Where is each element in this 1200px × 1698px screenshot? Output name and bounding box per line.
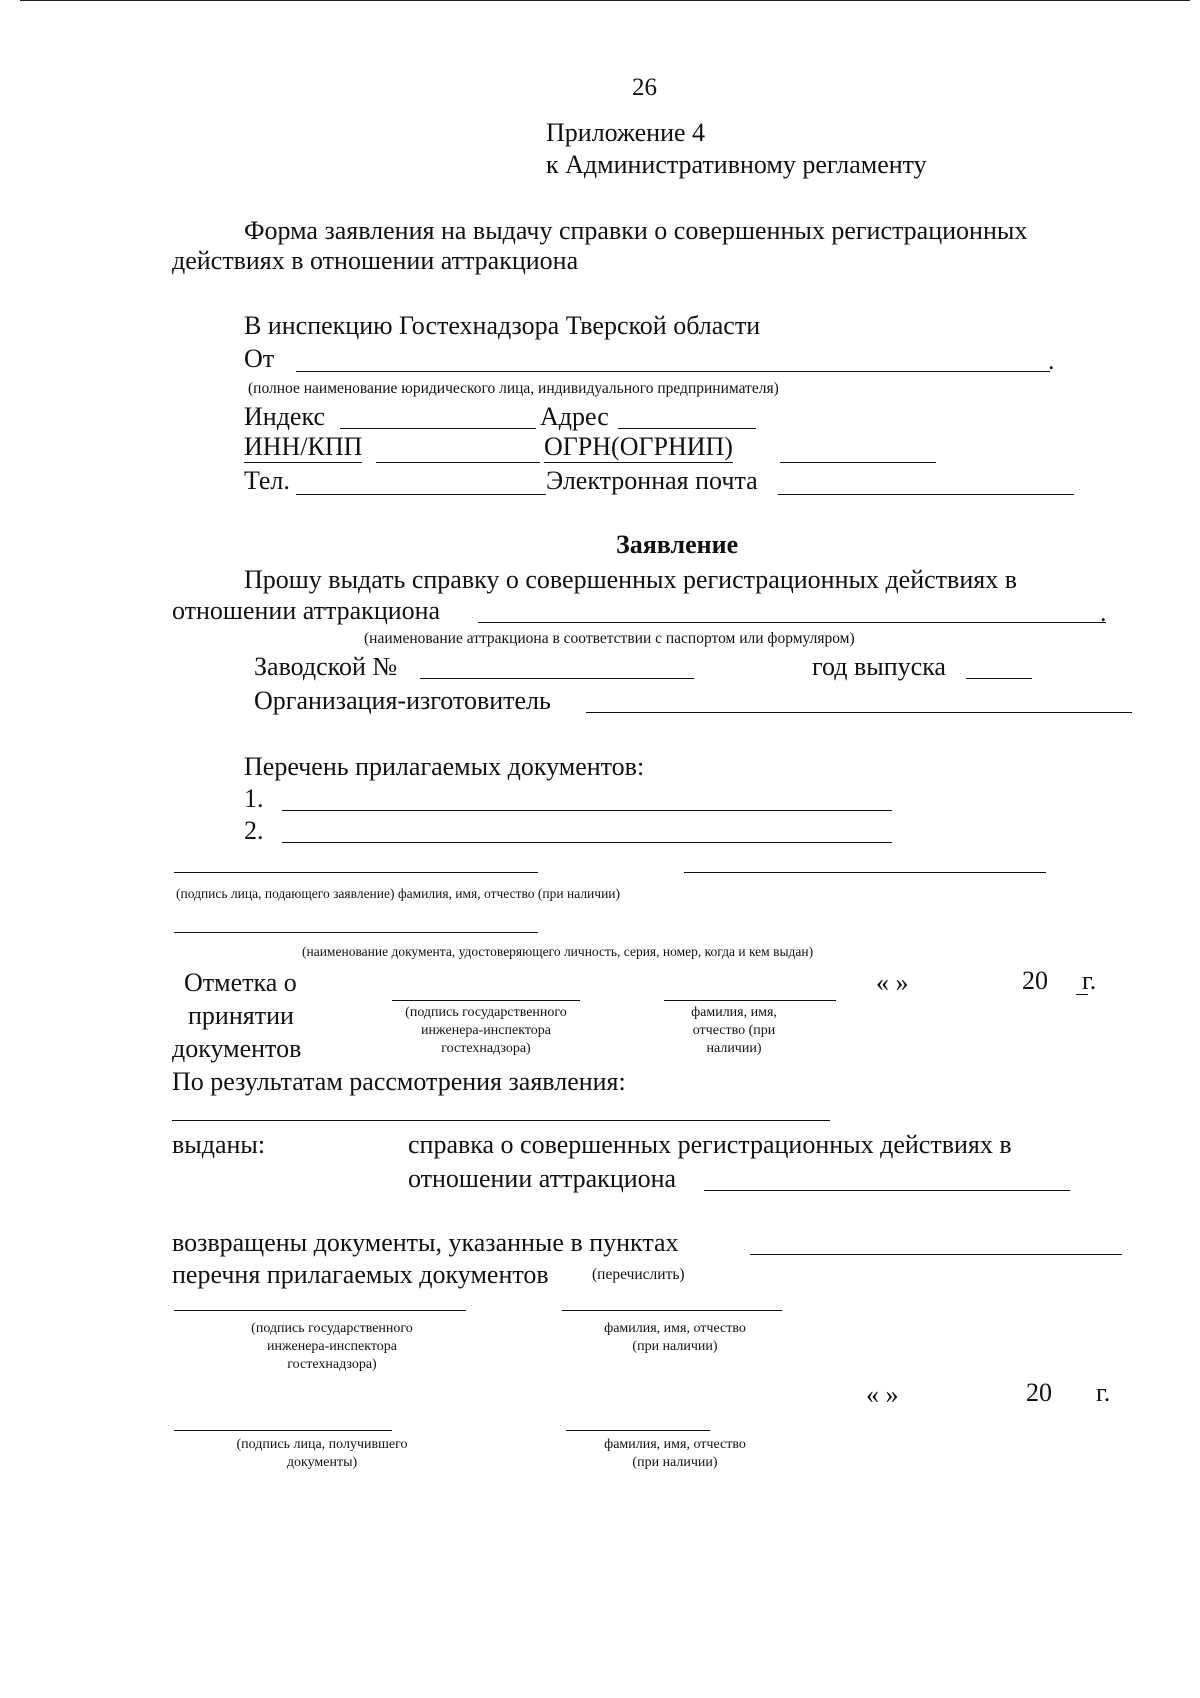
- from-hint: (полное наименование юридического лица, индивидуального предпринимателя): [248, 380, 779, 397]
- index-field-line[interactable]: [340, 428, 536, 429]
- from-field-dot: .: [1048, 346, 1055, 375]
- recipient-name-hint: фамилия, имя, отчество (при наличии): [604, 1437, 746, 1470]
- returned-hint: (перечислить): [592, 1266, 685, 1283]
- email-field-line[interactable]: [778, 494, 1074, 495]
- issued-line-1: справка о совершенных регистрационных действиях в: [408, 1130, 1012, 1159]
- acceptance-label-line-3: документов: [172, 1034, 302, 1063]
- form-title-line-1: Форма заявления на выдачу справки о совершенных регистрационных: [244, 216, 1028, 245]
- statement-line-1: Прошу выдать справку о совершенных регистрационных действиях в: [244, 565, 1017, 594]
- acceptance-year-prefix: 20: [1022, 966, 1048, 995]
- appendix-line-1: Приложение 4: [546, 118, 706, 147]
- recipient-hint: (подпись лица, получившего документы): [236, 1437, 408, 1470]
- acceptance-inspector-hint: (подпись государственного инженера-инспектора гостехнадзора): [405, 1005, 567, 1056]
- applicant-name-line[interactable]: [684, 872, 1046, 873]
- recipient-signature-line[interactable]: [174, 1430, 392, 1431]
- statement-heading: Заявление: [616, 530, 739, 559]
- acceptance-name-hint: фамилия, имя, отчество (при наличии): [691, 1005, 777, 1056]
- phone-label: Тел.: [244, 466, 290, 495]
- phone-field-line[interactable]: [296, 494, 546, 495]
- from-field-line[interactable]: [296, 371, 1050, 372]
- results-decision-line[interactable]: [172, 1120, 830, 1121]
- serial-label: Заводской №: [254, 652, 398, 681]
- issued-line-2: отношении аттракциона: [408, 1164, 677, 1193]
- recipient-name-line[interactable]: [566, 1430, 710, 1431]
- applicant-signature-hint: (подпись лица, подающего заявление) фамилия, имя, отчество (при наличии): [176, 886, 621, 901]
- acceptance-year-suffix: г.: [1082, 966, 1097, 995]
- email-label: Электронная почта: [546, 466, 758, 495]
- statement-line-2: отношении аттракциона: [172, 596, 441, 625]
- page-number: 26: [632, 74, 657, 101]
- year-field-line[interactable]: [966, 678, 1032, 679]
- document-item-2-line[interactable]: [282, 842, 892, 843]
- id-document-line[interactable]: [174, 932, 538, 933]
- index-label: Индекс: [244, 402, 325, 431]
- document-item-1-number: 1.: [244, 784, 264, 813]
- document-item-2-number: 2.: [244, 816, 264, 845]
- final-inspector-hint: (подпись государственного инженера-инспектора гостехнадзора): [251, 1321, 413, 1372]
- acceptance-date-quotes: « »: [876, 968, 909, 997]
- acceptance-label-line-1: Отметка о: [184, 968, 297, 997]
- attraction-name-hint: (наименование аттракциона в соответствии с паспортом или формуляром): [364, 630, 855, 647]
- final-inspector-name-line[interactable]: [562, 1310, 782, 1311]
- appendix-line-2: к Административному регламенту: [546, 150, 927, 179]
- final-inspector-signature-line[interactable]: [174, 1310, 466, 1311]
- final-inspector-name-hint: фамилия, имя, отчество (при наличии): [604, 1321, 746, 1354]
- issued-label: выданы:: [172, 1130, 266, 1159]
- manufacturer-label: Организация-изготовитель: [254, 686, 551, 715]
- applicant-signature-line[interactable]: [174, 872, 538, 873]
- final-year-prefix: 20: [1026, 1378, 1052, 1407]
- final-year-suffix: г.: [1096, 1378, 1111, 1407]
- results-heading: По результатам рассмотрения заявления:: [172, 1067, 626, 1096]
- returned-items-line[interactable]: [750, 1254, 1122, 1255]
- manufacturer-field-line[interactable]: [586, 712, 1132, 713]
- id-document-hint: (наименование документа, удостоверяющего личность, серия, номер, когда и кем выдан): [302, 944, 814, 959]
- inn-field-line[interactable]: [376, 462, 540, 463]
- document-item-1-line[interactable]: [282, 810, 892, 811]
- acceptance-label-line-2: принятии: [188, 1001, 294, 1030]
- serial-field-line[interactable]: [420, 678, 694, 679]
- attraction-name-line[interactable]: [478, 622, 1106, 623]
- address-field-line[interactable]: [618, 428, 756, 429]
- ogrn-field-line[interactable]: [780, 462, 936, 463]
- returned-line-1: возвращены документы, указанные в пунктах: [172, 1228, 679, 1257]
- form-title-line-2: действиях в отношении аттракциона: [172, 246, 579, 275]
- acceptance-name-line[interactable]: [664, 1000, 836, 1001]
- scan-top-border: [20, 0, 1190, 1]
- ogrn-label: ОГРН(ОГРНИП): [544, 432, 733, 461]
- inn-label: ИНН/КПП: [244, 432, 363, 461]
- addressee-to: В инспекцию Гостехнадзора Тверской области: [244, 311, 761, 340]
- issued-attraction-line[interactable]: [704, 1190, 1070, 1191]
- final-date-quotes: « »: [866, 1380, 899, 1409]
- documents-heading: Перечень прилагаемых документов:: [244, 752, 645, 781]
- attraction-name-dot: .: [1100, 598, 1107, 627]
- returned-line-2: перечня прилагаемых документов: [172, 1260, 549, 1289]
- address-label: Адрес: [540, 402, 609, 431]
- year-label: год выпуска: [812, 652, 946, 681]
- acceptance-inspector-signature-line[interactable]: [392, 1000, 580, 1001]
- from-label: От: [244, 344, 275, 373]
